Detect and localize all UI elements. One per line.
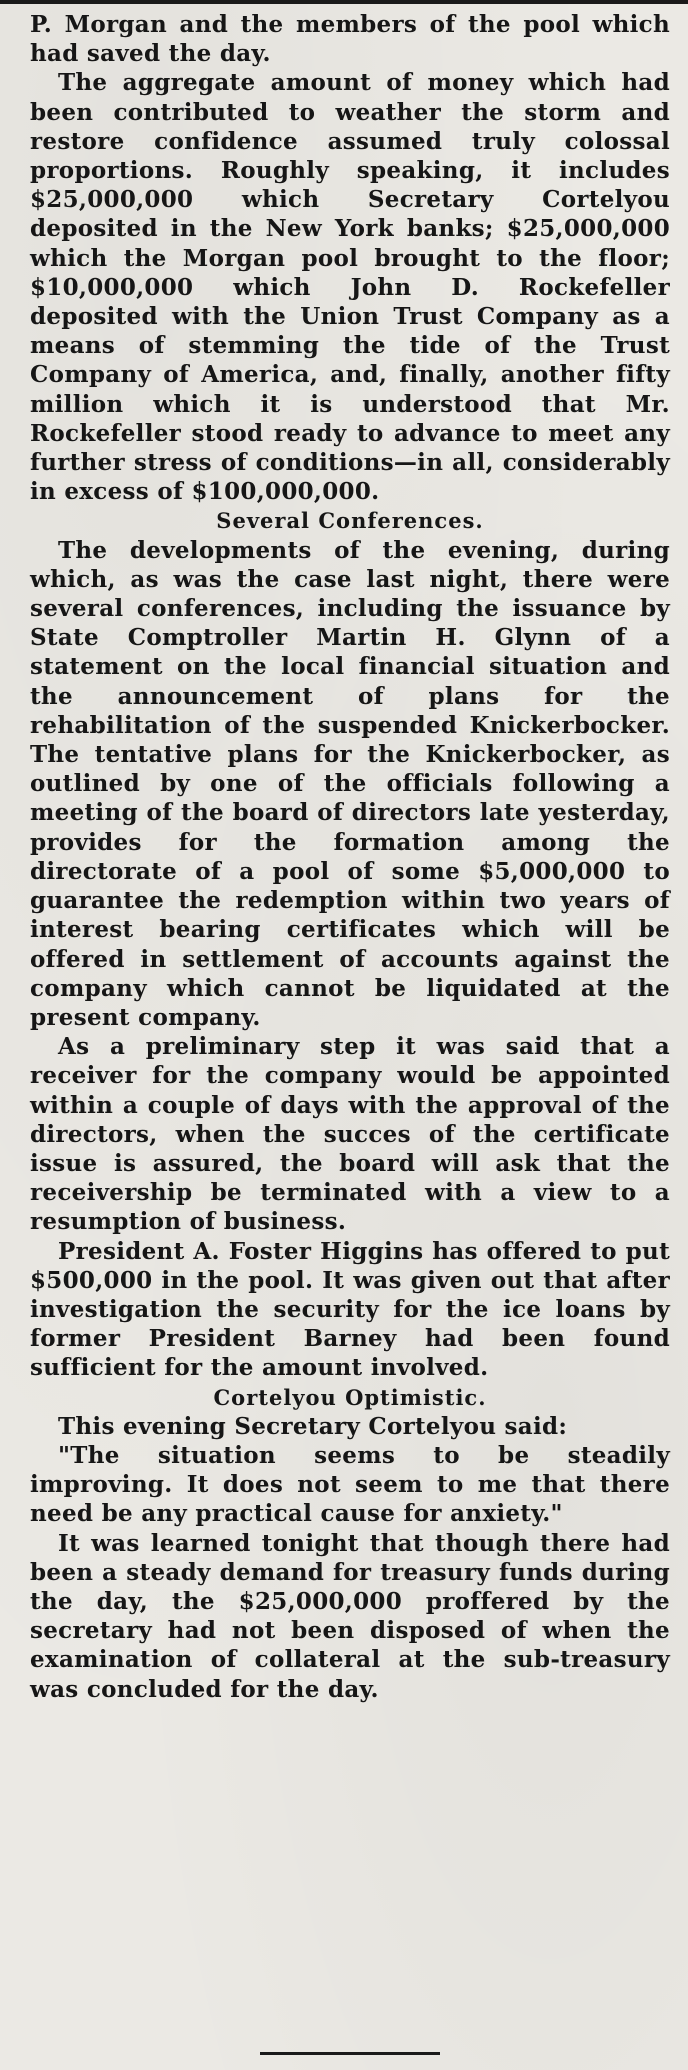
article-paragraph: This evening Secretary Cortelyou said: [58, 1412, 568, 1440]
subhead-cortelyou-optimistic: Cortelyou Optimistic. [213, 1384, 487, 1410]
article-paragraph: President A. Foster Higgins has offered to put $500,000 in the pool. It was given out that after investigation the security for the ice loans by former President Barney had been found sufficient for the amount involved. [30, 1237, 670, 1382]
article-paragraph: The aggregate amount of money which had been contributed to weather the storm and restore confidence assumed truly colossal proportions. Roughly speaking, it includes $25,000,000 which Secretary Cortelyou deposited in the New York banks; $25,000,000 which the Morgan pool brought to the floor; $10,000,000 which John D. Rockefeller deposited with the Union Trust Company as a means of stemming the tide of the Trust Company of America, and, finally, another fifty million which it is understood that Mr. Rockefeller stood ready to advance to meet any further stress of conditions—in all, considerably in excess of $100,000,000. [30, 69, 670, 506]
subhead-several-conferences: Several Conferences. [216, 508, 484, 534]
top-column-rule [0, 0, 688, 4]
end-of-article-rule [260, 2052, 440, 2055]
article-paragraph: As a preliminary step it was said that a receiver for the company would be appointed within a couple of days with the approval of the directors, when the succes of the certificate issue is assured, the board will ask that the receivership be terminated with a view to a resumption of business. [30, 1033, 670, 1236]
article-paragraph: It was learned tonight that though there had been a steady demand for treasury funds during the day, the $25,000,000 proffered by the secretary had not been disposed of when the examination of collateral at the sub-treasury was concluded for the day. [30, 1529, 670, 1703]
article-paragraph: The developments of the evening, during which, as was the case last night, there were several conferences, including the issuance by State Comptroller Martin H. Glynn of a statement on the local financial situation and the announcement of plans for the rehabilitation of the suspended Knickerbocker. The tentative plans for the Knickerbocker, as outlined by one of the officials following a meeting of the board of directors late yesterday, provides for the formation among the directorate of a pool of some $5,000,000 to guarantee the redemption within two years of interest bearing certificates which will be offered in settlement of accounts against the company which cannot be liquidated at the present company. [30, 536, 670, 1031]
article-paragraph-quote: "The situation seems to be steadily improving. It does not seem to me that there need be any practical cause for anxiety." [30, 1441, 670, 1528]
article-paragraph-continuation: P. Morgan and the members of the pool which had saved the day. [30, 11, 670, 68]
